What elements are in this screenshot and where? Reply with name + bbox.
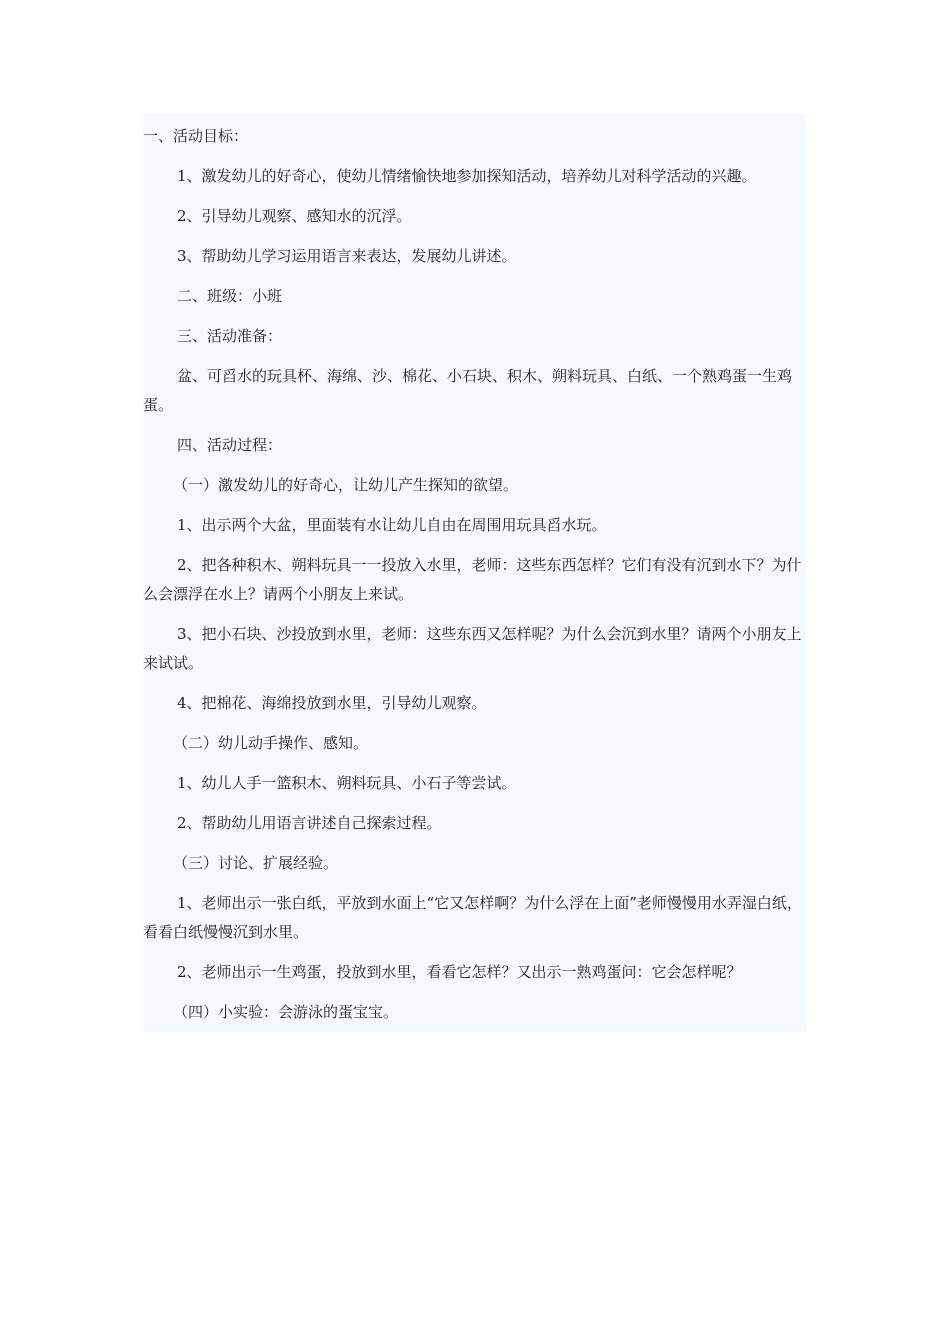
section-heading-class: 二、班级：小班 xyxy=(177,287,283,305)
process-step: 1、幼儿人手一篮积木、朔料玩具、小石子等尝试。 xyxy=(177,774,517,792)
goal-item: 1、激发幼儿的好奇心，使幼儿情绪愉快地参加探知活动，培养幼儿对科学活动的兴趣。 xyxy=(177,167,757,185)
process-subheading: （一）激发幼儿的好奇心，让幼儿产生探知的欲望。 xyxy=(173,476,519,494)
preparation-list: 盆、可舀水的玩具杯、海绵、沙、棉花、小石块、积木、朔料玩具、白纸、一个熟鸡蛋一生鸡蛋。 xyxy=(143,367,793,414)
section-heading-process: 四、活动过程： xyxy=(177,436,283,454)
goal-item: 2、引导幼儿观察、感知水的沉浮。 xyxy=(177,207,412,225)
goal-item: 3、帮助幼儿学习运用语言来表达，发展幼儿讲述。 xyxy=(177,247,517,265)
process-subheading: （三）讨论、扩展经验。 xyxy=(173,854,339,872)
process-step: 2、老师出示一生鸡蛋，投放到水里，看看它怎样？又出示一熟鸡蛋问：它会怎样呢？ xyxy=(177,963,742,981)
process-step: 1、出示两个大盆，里面装有水让幼儿自由在周围用玩具舀水玩。 xyxy=(177,516,607,534)
section-heading-goals: 一、活动目标： xyxy=(143,127,249,145)
process-subheading: （四）小实验：会游泳的蛋宝宝。 xyxy=(173,1003,399,1021)
process-step: 3、把小石块、沙投放到水里，老师：这些东西又怎样呢？为什么会沉到水里？请两个小朋友上来试试。 xyxy=(143,625,802,672)
process-step: 2、帮助幼儿用语言讲述自己探索过程。 xyxy=(177,814,442,832)
document-content xyxy=(143,114,806,1032)
process-step: 4、把棉花、海绵投放到水里，引导幼儿观察。 xyxy=(177,694,487,712)
process-step: 2、把各种积木、朔料玩具一一投放入水里，老师：这些东西怎样？它们有没有沉到水下？为什么会漂浮在水上？请两个小朋友上来试。 xyxy=(143,556,802,603)
process-step: 1、老师出示一张白纸，平放到水面上“它又怎样啊？为什么浮在上面”老师慢慢用水弄湿白纸，看看白纸慢慢沉到水里。 xyxy=(143,894,802,941)
process-subheading: （二）幼儿动手操作、感知。 xyxy=(173,734,369,752)
section-heading-preparation: 三、活动准备： xyxy=(177,327,283,345)
